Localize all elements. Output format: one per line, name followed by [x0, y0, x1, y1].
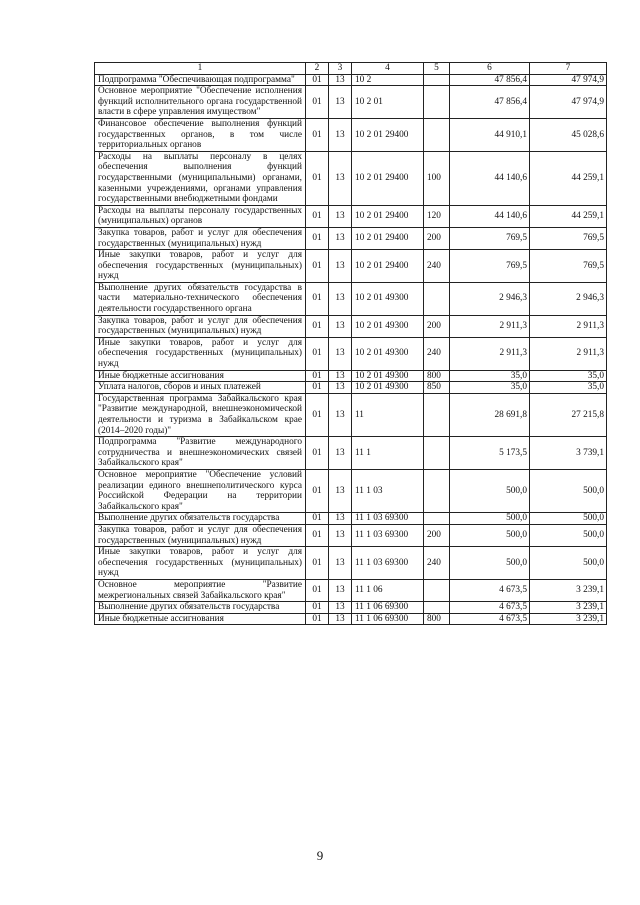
table-row: [95, 337, 607, 370]
row-subsection: 13: [329, 337, 352, 370]
header-cell-2: 2: [306, 63, 329, 75]
row-expense-type: [424, 437, 450, 470]
row-section: 01: [306, 602, 329, 614]
row-expense-type: 200: [424, 227, 450, 249]
row-amount-2016: 500,0: [450, 547, 530, 580]
row-amount-2017: 3 239,1: [530, 602, 607, 614]
row-amount-2016: 2 946,3: [450, 282, 530, 315]
row-section: 01: [306, 250, 329, 283]
table-row: [95, 547, 607, 580]
row-section: 01: [306, 469, 329, 512]
table-row: [95, 469, 607, 512]
row-target-article: 10 2 01 29400: [352, 151, 424, 205]
row-name: Основное мероприятие "Развитие межрегиональных связей Забайкальского края": [95, 579, 306, 601]
row-amount-2017: 3 739,1: [530, 437, 607, 470]
row-target-article: 10 2 01 49300: [352, 370, 424, 382]
row-expense-type: 100: [424, 151, 450, 205]
row-subsection: 13: [329, 547, 352, 580]
row-amount-2017: 45 028,6: [530, 118, 607, 151]
row-target-article: 11: [352, 393, 424, 436]
row-subsection: 13: [329, 513, 352, 525]
row-target-article: 10 2 01 29400: [352, 227, 424, 249]
table-row: [95, 613, 607, 625]
row-expense-type: [424, 469, 450, 512]
row-subsection: 13: [329, 282, 352, 315]
row-name: Выполнение других обязательств государства: [95, 513, 306, 525]
row-name: Подпрограмма "Обеспечивающая подпрограмма": [95, 74, 306, 86]
row-expense-type: 800: [424, 613, 450, 625]
row-subsection: 13: [329, 469, 352, 512]
table-body: [95, 63, 607, 625]
row-target-article: 10 2 01 49300: [352, 337, 424, 370]
row-amount-2017: 44 259,1: [530, 151, 607, 205]
row-amount-2016: 500,0: [450, 513, 530, 525]
row-section: 01: [306, 205, 329, 227]
row-name: Финансовое обеспечение выполнения функций государственных органов, в том числе территориальных органов: [95, 118, 306, 151]
row-subsection: 13: [329, 86, 352, 119]
row-section: 01: [306, 513, 329, 525]
row-amount-2016: 47 856,4: [450, 86, 530, 119]
row-subsection: 13: [329, 315, 352, 337]
row-amount-2016: 44 140,6: [450, 205, 530, 227]
row-expense-type: [424, 74, 450, 86]
row-subsection: 13: [329, 579, 352, 601]
row-target-article: 10 2 01 49300: [352, 282, 424, 315]
row-subsection: 13: [329, 437, 352, 470]
row-amount-2017: 44 259,1: [530, 205, 607, 227]
table-row: [95, 315, 607, 337]
row-target-article: 11 1 06 69300: [352, 602, 424, 614]
row-amount-2017: 3 239,1: [530, 579, 607, 601]
row-subsection: 13: [329, 393, 352, 436]
row-amount-2017: 769,5: [530, 227, 607, 249]
row-amount-2016: 35,0: [450, 370, 530, 382]
row-amount-2017: 500,0: [530, 469, 607, 512]
header-cell-7: 7: [530, 63, 607, 75]
row-amount-2016: 4 673,5: [450, 579, 530, 601]
row-amount-2016: 4 673,5: [450, 613, 530, 625]
row-expense-type: 120: [424, 205, 450, 227]
row-amount-2017: 27 215,8: [530, 393, 607, 436]
row-subsection: 13: [329, 602, 352, 614]
header-cell-3: 3: [329, 63, 352, 75]
row-name: Иные закупки товаров, работ и услуг для обеспечения государственных (муниципальных) нужд: [95, 547, 306, 580]
row-amount-2016: 500,0: [450, 469, 530, 512]
row-subsection: 13: [329, 74, 352, 86]
table-row: [95, 205, 607, 227]
row-amount-2016: 500,0: [450, 524, 530, 546]
budget-table: [94, 62, 607, 625]
row-target-article: 10 2 01: [352, 86, 424, 119]
row-subsection: 13: [329, 382, 352, 394]
row-name: Иные бюджетные ассигнования: [95, 613, 306, 625]
row-name: Закупка товаров, работ и услуг для обеспечения государственных (муниципальных) нужд: [95, 227, 306, 249]
header-cell-1: 1: [95, 63, 306, 75]
row-expense-type: 240: [424, 547, 450, 580]
row-name: Государственная программа Забайкальского края "Развитие международной, внешнеэкономической деятельности и туризма в Забайкальском крае (2014–2020 годы)": [95, 393, 306, 436]
page-number: 9: [316, 848, 324, 863]
table-row: [95, 250, 607, 283]
row-expense-type: 240: [424, 337, 450, 370]
row-amount-2017: 35,0: [530, 370, 607, 382]
row-target-article: 10 2 01 49300: [352, 382, 424, 394]
header-cell-6: 6: [450, 63, 530, 75]
row-target-article: 10 2 01 49300: [352, 315, 424, 337]
row-amount-2017: 500,0: [530, 513, 607, 525]
row-section: 01: [306, 227, 329, 249]
row-subsection: 13: [329, 227, 352, 249]
row-target-article: 11 1 03: [352, 469, 424, 512]
row-expense-type: [424, 282, 450, 315]
row-target-article: 11 1 03 69300: [352, 547, 424, 580]
row-name: Расходы на выплаты персоналу государственных (муниципальных) органов: [95, 205, 306, 227]
table-row: [95, 579, 607, 601]
row-name: Иные бюджетные ассигнования: [95, 370, 306, 382]
row-amount-2016: 28 691,8: [450, 393, 530, 436]
row-amount-2017: 2 911,3: [530, 337, 607, 370]
row-amount-2016: 2 911,3: [450, 337, 530, 370]
row-target-article: 10 2 01 29400: [352, 250, 424, 283]
row-subsection: 13: [329, 151, 352, 205]
row-section: 01: [306, 613, 329, 625]
table-row: [95, 151, 607, 205]
row-expense-type: [424, 86, 450, 119]
row-amount-2016: 35,0: [450, 382, 530, 394]
row-amount-2017: 47 974,9: [530, 74, 607, 86]
row-section: 01: [306, 524, 329, 546]
row-amount-2017: 3 239,1: [530, 613, 607, 625]
table-row: [95, 524, 607, 546]
row-subsection: 13: [329, 118, 352, 151]
row-section: 01: [306, 74, 329, 86]
row-subsection: 13: [329, 205, 352, 227]
row-section: 01: [306, 151, 329, 205]
table-row: [95, 382, 607, 394]
row-amount-2016: 47 856,4: [450, 74, 530, 86]
row-expense-type: 800: [424, 370, 450, 382]
row-name: Закупка товаров, работ и услуг для обеспечения государственных (муниципальных) нужд: [95, 315, 306, 337]
row-name: Иные закупки товаров, работ и услуг для обеспечения государственных (муниципальных) нужд: [95, 250, 306, 283]
header-cell-5: 5: [424, 63, 450, 75]
row-expense-type: [424, 602, 450, 614]
row-section: 01: [306, 579, 329, 601]
row-expense-type: [424, 513, 450, 525]
header-cell-4: 4: [352, 63, 424, 75]
table-row: [95, 118, 607, 151]
row-target-article: 11 1 03 69300: [352, 524, 424, 546]
row-expense-type: [424, 579, 450, 601]
row-amount-2016: 4 673,5: [450, 602, 530, 614]
table-row: [95, 513, 607, 525]
row-name: Выполнение других обязательств государства в части материально-технического обеспечения деятельности государственного органа: [95, 282, 306, 315]
table-row: [95, 86, 607, 119]
row-section: 01: [306, 547, 329, 580]
row-section: 01: [306, 118, 329, 151]
row-name: Основное мероприятие "Обеспечение условий реализации единого внешнеполитического курса Российской Федерации на территории Забайкальского края": [95, 469, 306, 512]
row-amount-2016: 769,5: [450, 250, 530, 283]
row-amount-2017: 500,0: [530, 524, 607, 546]
row-target-article: 10 2 01 29400: [352, 205, 424, 227]
row-name: Уплата налогов, сборов и иных платежей: [95, 382, 306, 394]
table-row: [95, 370, 607, 382]
row-name: Основное мероприятие "Обеспечение исполнения функций исполнительного органа государственной власти в сфере управления имуществом": [95, 86, 306, 119]
row-amount-2016: 769,5: [450, 227, 530, 249]
row-name: Иные закупки товаров, работ и услуг для обеспечения государственных (муниципальных) нужд: [95, 337, 306, 370]
table-row: [95, 74, 607, 86]
row-expense-type: 200: [424, 315, 450, 337]
row-amount-2017: 35,0: [530, 382, 607, 394]
row-expense-type: 850: [424, 382, 450, 394]
row-section: 01: [306, 282, 329, 315]
row-section: 01: [306, 337, 329, 370]
row-subsection: 13: [329, 250, 352, 283]
row-section: 01: [306, 393, 329, 436]
row-target-article: 10 2: [352, 74, 424, 86]
row-expense-type: 200: [424, 524, 450, 546]
row-amount-2016: 44 140,6: [450, 151, 530, 205]
table-row: [95, 602, 607, 614]
row-section: 01: [306, 370, 329, 382]
row-amount-2017: 500,0: [530, 547, 607, 580]
row-target-article: 11 1 03 69300: [352, 513, 424, 525]
row-name: Закупка товаров, работ и услуг для обеспечения государственных (муниципальных) нужд: [95, 524, 306, 546]
row-amount-2017: 2 946,3: [530, 282, 607, 315]
row-target-article: 10 2 01 29400: [352, 118, 424, 151]
row-target-article: 11 1: [352, 437, 424, 470]
row-expense-type: 240: [424, 250, 450, 283]
row-amount-2017: 47 974,9: [530, 86, 607, 119]
row-expense-type: [424, 118, 450, 151]
table-row: [95, 282, 607, 315]
row-section: 01: [306, 315, 329, 337]
row-amount-2016: 44 910,1: [450, 118, 530, 151]
row-target-article: 11 1 06 69300: [352, 613, 424, 625]
row-name: Подпрограмма "Развитие международного сотрудничества и внешнеэкономических связей Забайкальского края": [95, 437, 306, 470]
table-header-row: [95, 63, 607, 75]
row-name: Расходы на выплаты персоналу в целях обеспечения выполнения функций государственными (муниципальными) органами, казенными учреждениями, органами управления государственными внебюджетными фондами: [95, 151, 306, 205]
row-amount-2017: 2 911,3: [530, 315, 607, 337]
row-amount-2016: 5 173,5: [450, 437, 530, 470]
row-target-article: 11 1 06: [352, 579, 424, 601]
row-amount-2016: 2 911,3: [450, 315, 530, 337]
row-section: 01: [306, 437, 329, 470]
table-row: [95, 437, 607, 470]
table-row: [95, 393, 607, 436]
row-section: 01: [306, 382, 329, 394]
row-subsection: 13: [329, 613, 352, 625]
row-name: Выполнение других обязательств государства: [95, 602, 306, 614]
row-subsection: 13: [329, 370, 352, 382]
row-subsection: 13: [329, 524, 352, 546]
row-amount-2017: 769,5: [530, 250, 607, 283]
row-expense-type: [424, 393, 450, 436]
table-row: [95, 227, 607, 249]
row-section: 01: [306, 86, 329, 119]
